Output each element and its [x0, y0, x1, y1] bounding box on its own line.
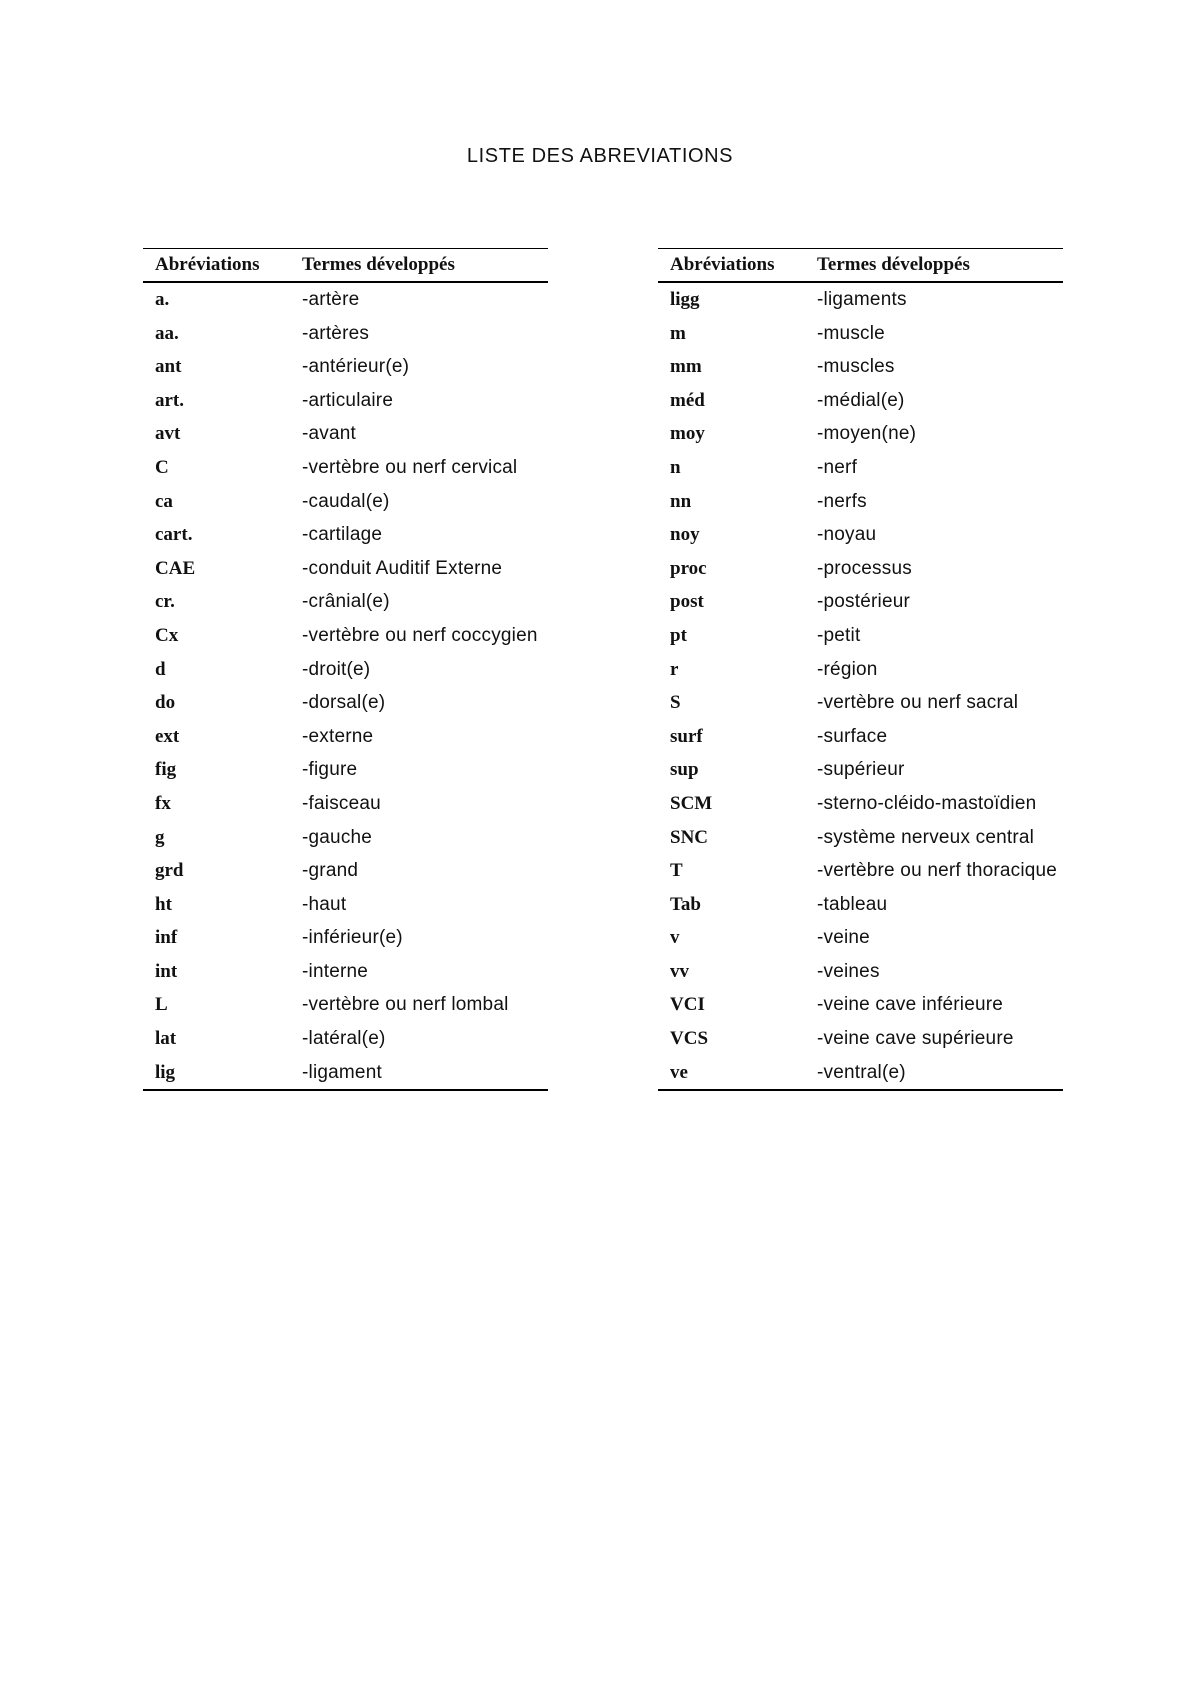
- term-cell: -conduit Auditif Externe: [302, 557, 503, 579]
- term-cell: -veine: [817, 927, 870, 949]
- table-row: [658, 821, 1063, 855]
- table-row: [658, 585, 1063, 619]
- table-row: [143, 518, 548, 552]
- abbreviation-cell: ant: [155, 356, 182, 378]
- abbreviation-cell: VCI: [670, 994, 705, 1016]
- abbreviation-cell: do: [155, 692, 176, 714]
- table-row: [658, 282, 1063, 317]
- abbreviation-cell: méd: [670, 389, 705, 411]
- abbreviation-cell: T: [670, 860, 683, 882]
- term-cell: -noyau: [817, 524, 877, 546]
- abbreviation-cell: SNC: [670, 826, 709, 848]
- term-cell: -avant: [302, 423, 357, 445]
- table-row: [658, 317, 1063, 351]
- table-row: [658, 854, 1063, 888]
- abbreviation-cell: vv: [670, 960, 689, 982]
- term-cell: -faisceau: [302, 792, 381, 814]
- abbreviation-cell: pt: [670, 624, 687, 646]
- column-header-terms: Termes développés: [805, 249, 1063, 283]
- term-cell: -nerfs: [817, 490, 867, 512]
- table-row: [143, 1056, 548, 1091]
- term-cell: -système nerveux central: [817, 826, 1035, 848]
- abbreviation-cell: lat: [155, 1028, 177, 1050]
- term-cell: -muscles: [817, 356, 895, 378]
- term-cell: -droit(e): [302, 658, 371, 680]
- abbreviation-cell: ext: [155, 725, 180, 747]
- table-row: [658, 787, 1063, 821]
- abbreviation-cell: moy: [670, 423, 705, 445]
- table-row: [143, 619, 548, 653]
- term-cell: -processus: [817, 557, 912, 579]
- table-row: [658, 1022, 1063, 1056]
- abbreviation-cell: avt: [155, 423, 181, 445]
- term-cell: -vertèbre ou nerf thoracique: [817, 860, 1058, 882]
- term-cell: -antérieur(e): [302, 356, 410, 378]
- term-cell: -ligaments: [817, 289, 907, 310]
- abbreviation-cell: g: [155, 826, 165, 848]
- abbreviation-cell: a.: [155, 289, 170, 310]
- abbreviation-cell: m: [670, 322, 686, 344]
- table-row: [658, 619, 1063, 653]
- abbreviation-cell: post: [670, 591, 704, 613]
- term-cell: -figure: [302, 759, 358, 781]
- abbreviation-cell: ht: [155, 893, 172, 915]
- abbreviation-cell: SCM: [670, 792, 713, 814]
- term-cell: -articulaire: [302, 389, 394, 411]
- table-row: [143, 552, 548, 586]
- table-row: [143, 988, 548, 1022]
- term-cell: -grand: [302, 860, 359, 882]
- abbreviation-cell: sup: [670, 759, 699, 781]
- table-row: [658, 888, 1063, 922]
- abbreviation-cell: ligg: [670, 289, 700, 310]
- page-title: LISTE DES ABREVIATIONS: [466, 145, 734, 167]
- term-cell: -vertèbre ou nerf lombal: [302, 994, 509, 1016]
- abbreviation-cell: v: [670, 927, 680, 949]
- term-cell: -postérieur: [817, 591, 911, 613]
- term-cell: -ventral(e): [805, 1056, 1063, 1091]
- table-row: [143, 350, 548, 384]
- term-cell: -région: [817, 658, 878, 680]
- table-row: [658, 451, 1063, 485]
- term-cell: -moyen(ne): [817, 423, 917, 445]
- table-row: [143, 854, 548, 888]
- table-row: [143, 753, 548, 787]
- table-row: [143, 585, 548, 619]
- abbreviation-cell: inf: [155, 927, 178, 949]
- abbreviation-cell: lig: [143, 1056, 290, 1091]
- table-row: [658, 653, 1063, 687]
- abbreviation-cell: noy: [670, 524, 700, 546]
- table-row: [658, 753, 1063, 787]
- term-cell: -latéral(e): [302, 1028, 386, 1050]
- term-cell: -sterno-cléido-mastoïdien: [817, 792, 1037, 814]
- table-row: [658, 485, 1063, 519]
- abbreviation-cell: nn: [670, 490, 692, 512]
- term-cell: -médial(e): [817, 389, 905, 411]
- abbreviations-table-left: [143, 248, 548, 1091]
- table-row: [143, 921, 548, 955]
- abbreviation-cell: proc: [670, 557, 707, 579]
- abbreviation-cell: mm: [670, 356, 702, 378]
- table-row: [658, 988, 1063, 1022]
- table-header-row: [143, 249, 548, 283]
- table-row: [143, 821, 548, 855]
- table-header-row: [658, 249, 1063, 283]
- term-cell: -muscle: [817, 322, 885, 344]
- table-row: [658, 350, 1063, 384]
- table-row: [658, 552, 1063, 586]
- table-row: [658, 955, 1063, 989]
- table-row: [658, 417, 1063, 451]
- table-row: [658, 1056, 1063, 1091]
- abbreviation-cell: n: [670, 456, 681, 478]
- table-row: [143, 720, 548, 754]
- term-cell: -petit: [817, 624, 861, 646]
- abbreviation-cell: fig: [155, 759, 177, 781]
- abbreviation-cell: cr.: [155, 591, 175, 613]
- abbreviation-cell: ve: [658, 1056, 805, 1091]
- term-cell: -inférieur(e): [302, 927, 403, 949]
- table-row: [658, 720, 1063, 754]
- abbreviation-cell: VCS: [670, 1028, 709, 1050]
- table-row: [658, 921, 1063, 955]
- abbreviation-cell: C: [155, 456, 169, 478]
- abbreviation-cell: d: [155, 658, 166, 680]
- table-row: [658, 518, 1063, 552]
- column-header-terms: Termes développés: [290, 249, 548, 283]
- abbreviation-cell: fx: [155, 792, 171, 814]
- table-row: [143, 282, 548, 317]
- table-row: [658, 384, 1063, 418]
- table-row: [143, 955, 548, 989]
- term-cell: -supérieur: [817, 759, 905, 781]
- term-cell: -gauche: [302, 826, 373, 848]
- abbreviation-cell: aa.: [155, 322, 179, 344]
- table-row: [143, 686, 548, 720]
- table-row: [143, 451, 548, 485]
- term-cell: -vertèbre ou nerf sacral: [817, 692, 1019, 714]
- term-cell: -crânial(e): [302, 591, 390, 613]
- abbreviation-cell: ca: [155, 490, 173, 512]
- abbreviation-cell: Tab: [670, 893, 701, 915]
- abbreviation-cell: L: [155, 994, 168, 1016]
- term-cell: -artère: [302, 289, 360, 310]
- abbreviation-cell: Cx: [155, 624, 179, 646]
- abbreviation-cell: r: [670, 658, 679, 680]
- abbreviation-cell: int: [155, 960, 178, 982]
- table-row: [143, 384, 548, 418]
- term-cell: -veines: [817, 960, 880, 982]
- abbreviation-cell: grd: [155, 860, 184, 882]
- column-header-abbreviations: Abréviations: [658, 249, 805, 283]
- table-row: [658, 686, 1063, 720]
- term-cell: -cartilage: [302, 524, 383, 546]
- abbreviation-cell: S: [670, 692, 681, 714]
- term-cell: -externe: [302, 725, 374, 747]
- term-cell: -ligament: [290, 1056, 548, 1091]
- term-cell: -tableau: [817, 893, 888, 915]
- term-cell: -surface: [817, 725, 888, 747]
- abbreviation-cell: surf: [670, 725, 703, 747]
- column-header-abbreviations: Abréviations: [143, 249, 290, 283]
- term-cell: -veine cave supérieure: [817, 1028, 1014, 1050]
- term-cell: -nerf: [817, 456, 858, 478]
- abbreviation-cell: art.: [155, 389, 185, 411]
- table-row: [143, 787, 548, 821]
- term-cell: -artères: [302, 322, 370, 344]
- abbreviation-cell: cart.: [155, 524, 193, 546]
- term-cell: -vertèbre ou nerf cervical: [302, 456, 518, 478]
- term-cell: -caudal(e): [302, 490, 390, 512]
- table-row: [143, 888, 548, 922]
- term-cell: -dorsal(e): [302, 692, 386, 714]
- abbreviation-cell: CAE: [155, 557, 196, 579]
- term-cell: -interne: [302, 960, 369, 982]
- term-cell: -vertèbre ou nerf coccygien: [302, 624, 538, 646]
- abbreviations-table-right: [658, 248, 1063, 1091]
- table-row: [143, 417, 548, 451]
- term-cell: -haut: [302, 893, 347, 915]
- term-cell: -veine cave inférieure: [817, 994, 1004, 1016]
- table-row: [143, 1022, 548, 1056]
- table-row: [143, 317, 548, 351]
- table-row: [143, 653, 548, 687]
- table-row: [143, 485, 548, 519]
